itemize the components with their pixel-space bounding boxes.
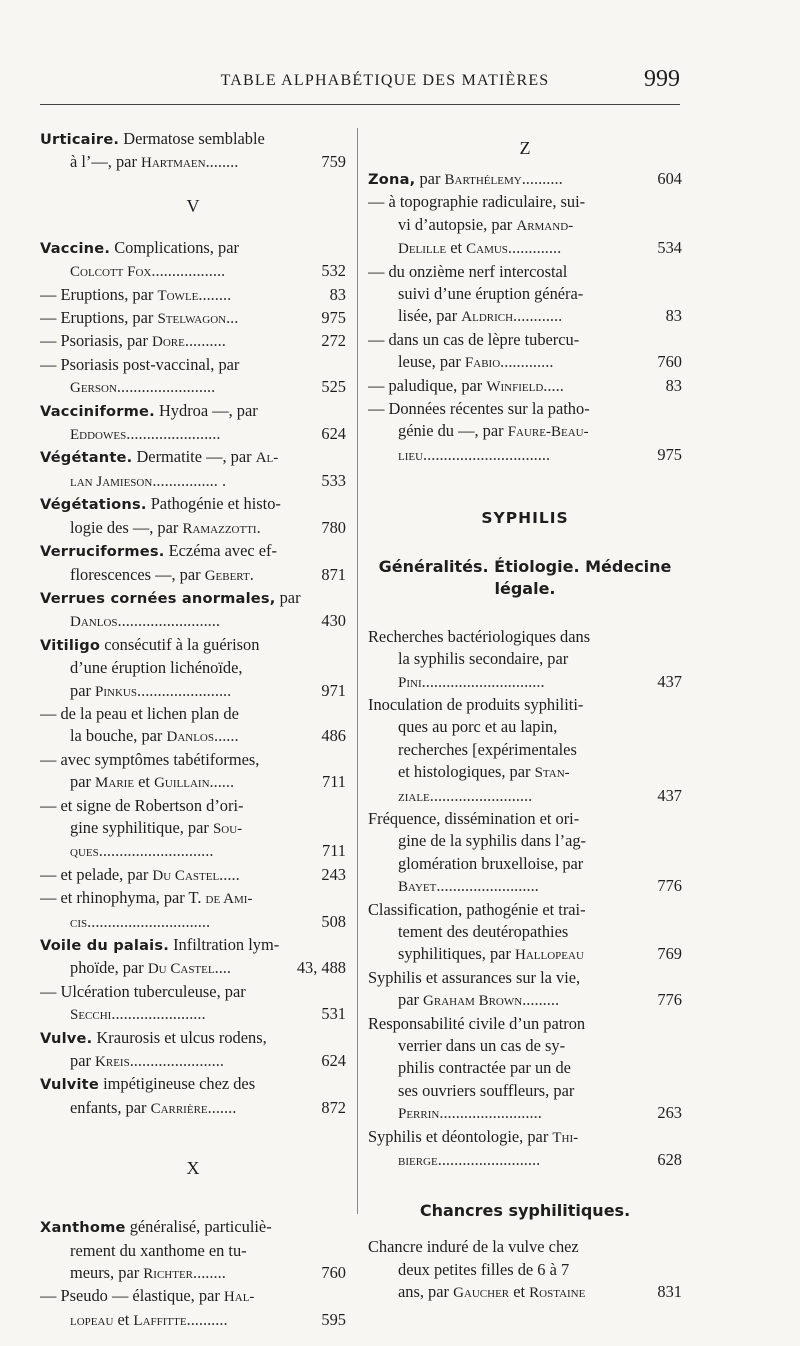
entry-keyword: Voile du palais. [40,937,169,954]
index-entry: — avec symptômes tabétiformes, par Marie et Guillain...... 711 [40,749,346,795]
page-ref: 975 [321,308,346,328]
author-name: Kreis [95,1054,130,1071]
page-ref: 263 [657,1103,682,1123]
index-entry: Urticaire. Dermatose semblable à l’—, par Hartmaen........ 759 [40,128,346,175]
entry-keyword: Vulvite [40,1076,99,1094]
index-entry: Inoculation de produits syphiliti- ques au porc et au lapin, recherches [expérimentales et histologiques, par Stan- ziale......................... 437 [368,694,682,808]
page-ref: 243 [321,864,346,884]
entry-keyword: Végétante. [40,449,133,467]
page-ref: 531 [321,1004,346,1024]
running-title: TABLE ALPHABÉTIQUE DES MATIÈRES [220,72,550,89]
column-divider [357,128,358,1214]
page-ref: 975 [657,444,682,464]
index-entry: Xanthome généralisé, particuliè- rement du xanthome en tu- meurs, par Richter........ 760 [40,1216,346,1285]
entry-keyword: Vaccine. [40,239,111,257]
entry-keyword: Xanthome [40,1219,126,1237]
index-entry: Végétations. Pathogénie et histo- logie des —, par Ramazzotti. 780 [40,493,346,540]
author-name: Ramazzotti [182,520,257,537]
page-ref: 624 [321,1051,346,1071]
page-ref: 776 [657,876,682,896]
right-column [368,128,682,1305]
author-name: Fabio [464,355,501,372]
index-entry: Vitiligo consécutif à la guérison d’une éruption lichénoïde, par Pinkus....................... 971 [40,634,346,703]
author-name: Hartmaen [141,155,206,172]
author-name: Perrin [398,1106,440,1123]
author-name: Armand- [516,217,574,234]
index-entry: Verruciformes. Eczéma avec ef- florescences —, par Gebert. 871 [40,540,346,587]
entry-keyword: Urticaire. [40,131,120,148]
author-name: Eddowes [70,427,127,444]
author-name: lan Jamieson [70,473,153,490]
header-rule [40,104,680,105]
author-name: Guillain [154,775,210,792]
author-name: Towle [157,287,199,304]
author-name: Hal- [223,1289,255,1306]
index-entry: — Eruptions, par Stelwagon... 975 [40,307,346,330]
entry-keyword: Verrues cornées anormales, [40,589,276,607]
entry-keyword: Végétations. [40,496,147,514]
author-name: Camus [466,241,508,258]
index-entry: — dans un cas de lèpre tubercu- leuse, par Fabio............. 760 [368,329,682,375]
index-entry: Responsabilité civile d’un patron verrier dans un cas de sy- philis contractée par un de ses ouvriers souffleurs, par Perrin......................... 263 [368,1013,682,1126]
author-name: Aldrich [461,309,514,326]
author-name: Graham Brown [423,993,523,1010]
subsection-title: Généralités. Étiologie. Médecine légale. [378,556,672,598]
page-ref: 430 [321,611,346,631]
index-entry: — et rhinophyma, par T. de Ami- cis.............................. 508 [40,887,346,934]
page-ref: 872 [321,1097,346,1117]
index-entry: Vaccine. Complications, par Colcott Fox.................. 532 [40,237,346,284]
page-ref: 533 [321,470,346,490]
page-ref: 604 [657,169,682,188]
index-entry: Vacciniforme. Hydroa —, par Eddowes....................... 624 [40,400,346,447]
author-name: de Ami- [205,891,253,908]
page-ref: 760 [657,352,682,372]
author-name: Sou- [212,820,243,837]
page-ref: 831 [657,1282,682,1302]
index-entry: Vulvite impétigineuse chez des enfants, par Carrière....... 872 [40,1073,346,1120]
page-ref: 971 [321,680,346,700]
author-name: Winfield [486,378,544,395]
entry-keyword: Vacciniforme. [40,402,155,420]
author-name: Pini [398,674,422,691]
author-name: Rostaine [529,1285,586,1302]
author-name: Richter [143,1266,194,1283]
author-name: Marie [95,775,135,792]
index-entry: Recherches bactériologiques dans la syphilis secondaire, par Pini.............................. 437 [368,626,682,694]
author-name: Stelwagon [157,311,227,328]
page-ref: 83 [329,284,346,304]
index-entry: — de la peau et lichen plan de la bouche, par Danlos...... 486 [40,703,346,749]
page-ref: 628 [657,1150,682,1170]
page-ref: 711 [322,772,346,792]
index-entry: — Données récentes sur la patho- génie du —, par Faure-Beau- lieu............................... 975 [368,398,682,467]
page-ref: 532 [321,261,346,281]
page-ref: 437 [657,671,682,691]
page-ref: 437 [657,785,682,805]
page-ref: 624 [321,424,346,444]
page-number: 999 [644,66,680,92]
index-entry: Fréquence, dissémination et ori- gine de la syphilis dans l’ag- glomération bruxelloise, par Bayet......................... 776 [368,808,682,899]
author-name: Stan- [534,765,570,782]
page-ref: 759 [321,152,346,172]
author-name: Bayet [398,879,437,896]
page-ref: 83 [665,375,682,395]
author-name: Dore [152,334,185,351]
author-name: Carrière [150,1100,208,1117]
author-name: Laffitte [133,1312,187,1329]
index-entry: Vulve. Kraurosis et ulcus rodens, par Kreis....................... 624 [40,1027,346,1074]
section-letter: V [186,195,200,216]
author-name: Hallopeau [515,947,584,964]
page-ref: 871 [321,564,346,584]
index-entry: — Eruptions, par Towle........ 83 [40,284,346,307]
page-ref: 508 [321,911,346,931]
author-name: Danlos [166,729,214,746]
page-header [40,62,680,102]
entry-keyword: Zona, [368,171,416,188]
index-entry: Classification, pathogénie et trai- tement des deutéropathies syphilitiques, par Hallopeau 769 [368,899,682,967]
page-ref: 486 [321,726,346,746]
author-name: Gebert [204,567,250,584]
page-ref: 776 [657,990,682,1010]
page-ref: 711 [322,841,346,861]
index-entry: — paludique, par Winfield..... 83 [368,375,682,398]
index-entry: — et pelade, par Du Castel..... 243 [40,864,346,887]
index-entry: — Psoriasis, par Dore.......... 272 [40,330,346,353]
subsection-title: Chancres syphilitiques. [419,1201,631,1221]
author-name: Faure-Beau- [507,424,589,441]
index-entry: — Pseudo — élastique, par Hal- lopeau et Laffitte.......... 595 [40,1285,346,1332]
entry-keyword: Vitiligo [40,636,101,654]
author-name: Pinkus [95,683,137,700]
page-ref: 272 [321,331,346,351]
author-name: Du Castel [152,867,220,884]
author-name: Thi- [552,1129,579,1146]
index-entry: — Ulcération tuberculeuse, par Secchi....................... 531 [40,981,346,1027]
left-column [40,128,346,1332]
author-name: Secchi [70,1007,112,1024]
index-entry: — et signe de Robertson d’ori- gine syphilitique, par Sou- ques............................ 711 [40,795,346,864]
page-ref: 43, 488 [296,958,346,978]
index-entry: Voile du palais. Infiltration lym- phoïde, par Du Castel.... 43, 488 [40,934,346,981]
author-name: Gerson [70,380,117,397]
page-ref: 525 [321,377,346,397]
author-name: Colcott Fox [70,264,152,281]
section-letter: X [186,1158,200,1179]
page-ref: 83 [665,306,682,326]
page-ref: 534 [657,238,682,258]
index-entry: Végétante. Dermatite —, par Al- lan Jamieson................ . 533 [40,446,346,493]
index-entry: Verrues cornées anormales, par Danlos......................... 430 [40,587,346,634]
author-name: Gaucher [453,1285,510,1302]
index-entry: — du onzième nerf intercostal suivi d’une éruption généra- lisée, par Aldrich............ 83 [368,261,682,329]
index-entry: Zona, par Barthélemy.......... 604 [368,168,682,191]
index-entry: Syphilis et déontologie, par Thi- bierge......................... 628 [368,1126,682,1173]
index-entry: Chancre induré de la vulve chez deux petites filles de 6 à 7 ans, par Gaucher et Rostaine 831 [368,1236,682,1304]
author-name: Danlos [70,614,118,631]
index-entry: — à topographie radiculaire, sui- vi d’autopsie, par Armand- Delille et Camus............. 534 [368,191,682,260]
page-ref: 780 [321,517,346,537]
page-ref: 760 [321,1263,346,1283]
page-ref: 769 [657,944,682,964]
section-title: SYPHILIS [481,509,569,528]
entry-keyword: Vulve. [40,1029,93,1047]
section-letter: Z [519,138,531,158]
author-name: Barthélemy [444,172,522,188]
author-name: Du Castel [147,961,215,978]
page-ref: 595 [321,1309,346,1329]
index-entry: Syphilis et assurances sur la vie, par Graham Brown......... 776 [368,967,682,1013]
entry-keyword: Verruciformes. [40,543,165,561]
index-entry: — Psoriasis post-vaccinal, par Gerson........................ 525 [40,354,346,400]
